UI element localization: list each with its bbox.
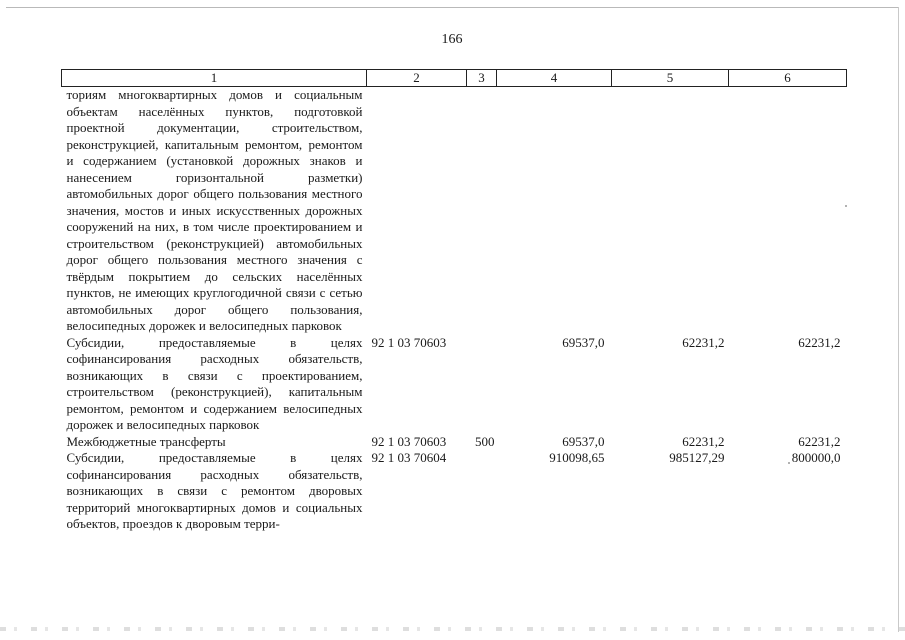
- row-name: Субсидии, предоставляемые в целях софинансирования расходных обязательств, возникающих в связи с ремонтом дворовых территорий многоквартирных домов и социальных объектов, проездов к дворовым терри-: [66, 450, 363, 531]
- row-value-col4: 69537,0: [562, 334, 605, 350]
- scan-border-top: [6, 7, 899, 8]
- page-number: 166: [441, 32, 463, 47]
- table-row: [62, 87, 847, 335]
- row-value-col5: 62231,2: [682, 334, 725, 350]
- row-value-col4: [497, 87, 612, 335]
- row-value-col5: 985127,29: [669, 450, 725, 465]
- row-name: Межбюджетные трансферты: [66, 433, 226, 449]
- row-name: Субсидии, предоставляемые в целях софинансирования расходных обязательств, возникающих в связи с проектированием, строительством (реконструкцией), капитальным ремонтом, ремонтом и содержанием велосипедных дорожек и велосипедных парковок: [66, 334, 363, 432]
- budget-table: [61, 69, 847, 533]
- row-name: ториям многоквартирных домов и социальным объектам населённых пунктов, подготовкой проектной документации, строительством, реконструкцией, капитальным ремонтом, ремонтом и содержанием (установкой дорожных знаков и нанесением горизонтальной разметки) автомобильных дорог общего пользования местного значения, мостов и иных искусственных дорожных сооружений на них, в том числе проектированием и строительством (реконструкцией) автомобильных дорог общего пользования местного значения с твёрдым покрытием до сельских населённых пунктов, не имеющих круглогодичной связи с сетью автомобильных дорог общего пользования, велосипедных дорожек и велосипедных парковок: [66, 87, 363, 333]
- row-value-col4: 910098,65: [549, 450, 605, 465]
- row-code: 92 1 03 70603: [371, 334, 447, 350]
- column-header: 3: [467, 70, 497, 87]
- row-expense-type: [467, 450, 497, 533]
- scan-edge-bottom: [0, 627, 905, 631]
- row-code: [367, 87, 467, 335]
- row-code: 92 1 03 70603: [371, 433, 447, 449]
- row-value-col5: 62231,2: [682, 433, 725, 449]
- table-row: [62, 450, 847, 533]
- column-header: 1: [62, 70, 367, 87]
- row-expense-type: 500: [475, 433, 495, 449]
- column-header: 2: [367, 70, 467, 87]
- row-value-col5: [612, 87, 729, 335]
- table-row: [62, 335, 847, 434]
- column-header: 6: [729, 70, 847, 87]
- row-value-col6: 62231,2: [798, 433, 841, 449]
- row-value-col4: 69537,0: [562, 433, 605, 449]
- row-value-col6: [729, 87, 847, 335]
- row-value-col6: 800000,0: [791, 450, 841, 465]
- table-header-row: [62, 70, 847, 87]
- row-expense-type: [467, 87, 497, 335]
- scan-speck: [845, 205, 847, 207]
- table-row: [62, 434, 847, 451]
- row-value-col6: 62231,2: [798, 334, 841, 350]
- column-header: 5: [612, 70, 729, 87]
- scan-border-right: [898, 7, 899, 632]
- row-code: 92 1 03 70604: [371, 450, 447, 465]
- row-expense-type: [467, 335, 497, 434]
- scan-speck: [788, 462, 790, 464]
- column-header: 4: [497, 70, 612, 87]
